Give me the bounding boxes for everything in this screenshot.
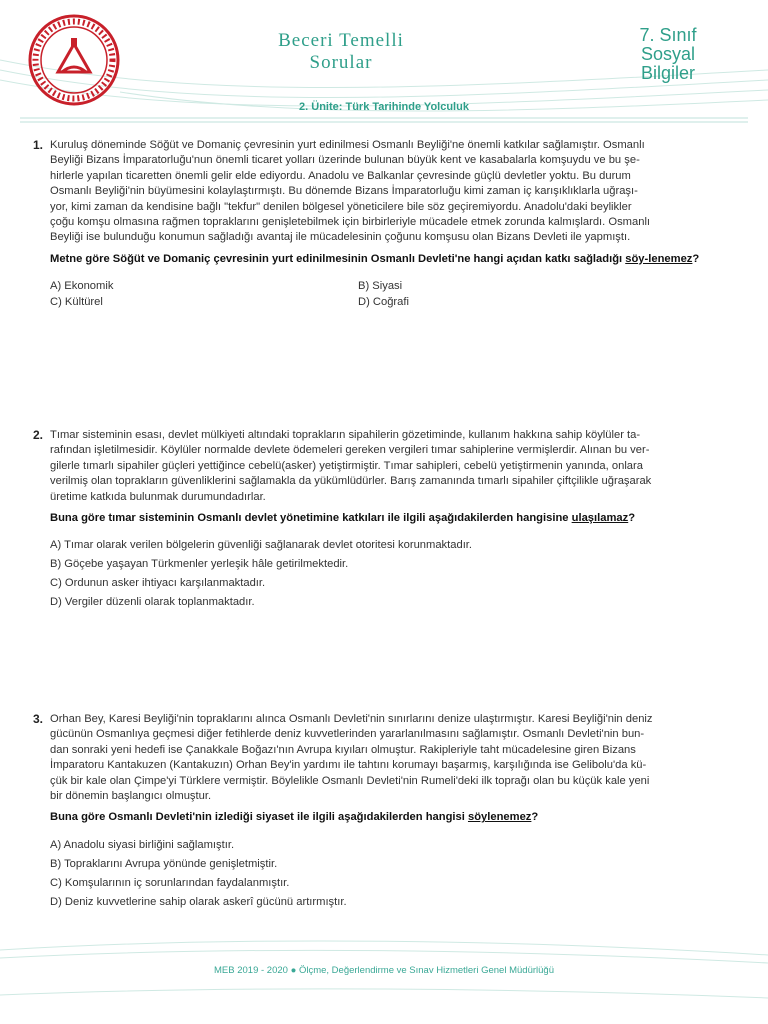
question-number: 3. bbox=[33, 712, 44, 726]
passage-line: dan sonraki yeni hedefi ise Çanakkale Boğazı'nın Avrupa kıyıları olmuştur. Rakipleriyle taht mücadelesine giren Bizans bbox=[50, 743, 636, 756]
stem-text: Metne göre Söğüt ve Domaniç çevresinin yurt edinilmesinin Osmanlı Devleti'ne hangi açıdan katkı sağladığı bbox=[50, 252, 626, 265]
passage-line: Osmanlı Beyliği'nin büyümesini kolaylaştırmıştı. Bu dönemde Bizans İmparatorluğu kimi zaman iç karışıklıklarla uğraşı- bbox=[50, 185, 638, 198]
grade-label: 7. Sınıf bbox=[639, 25, 697, 45]
question-passage bbox=[50, 428, 745, 505]
question-2 bbox=[33, 428, 745, 612]
passage-line: gücünün Osmanlıya geçmesi diğer fetihlerde deniz kuvvetlerinden yararlanılmasını sağlamıştır. Osmanlı Devleti'nin bun- bbox=[50, 728, 645, 741]
question-1 bbox=[33, 138, 745, 311]
passage-line: Tımar sisteminin esası, devlet mülkiyeti altındaki toprakların sipahilerin gözetiminde, kullanım hakkına sahip köylüler ta- bbox=[50, 429, 641, 441]
unit-title: 2. Ünite: Türk Tarihinde Yolculuk bbox=[299, 101, 469, 113]
answer-options bbox=[50, 279, 745, 311]
passage-line: gilerle tımarlı sipahiler güçleri yettiğince cebelü(asker) yetiştirmiştir. Tımar sahipleri, cebelü yetiştirmenin yanında, onlara bbox=[50, 459, 643, 472]
stem-end: ? bbox=[628, 512, 636, 525]
option-a[interactable]: A) Tımar olarak verilen bölgelerin güvenliği sağlanarak devlet otoritesi korunmaktadır. bbox=[50, 539, 473, 552]
stem-text: Buna göre Osmanlı Devleti'nin izlediği siyaset ile ilgili aşağıdakilerden hangisi bbox=[50, 811, 468, 824]
option-b[interactable]: B) Siyasi bbox=[358, 280, 403, 293]
option-b[interactable]: B) Göçebe yaşayan Türkmenler yerleşik hâle getirilmektedir. bbox=[50, 558, 349, 571]
passage-line: Kuruluş döneminde Söğüt ve Domaniç çevresinin yurt edinilmesi Osmanlı Beyliği'ne önemli katkılar sağlamıştır. Osmanlı bbox=[50, 139, 645, 151]
question-number: 2. bbox=[33, 428, 44, 442]
ministry-seal-logo bbox=[28, 14, 120, 106]
passage-line: rafından işletilmesidir. Köylüler normalde devlete ödemeleri gereken vergileri tımar sahiplerine vermişlerdir. Alınan bu ver- bbox=[50, 444, 650, 457]
stem-text: Buna göre tımar sisteminin Osmanlı devlet yönetimine katkıları ile ilgili aşağıdakilerden hangisine bbox=[50, 512, 572, 525]
answer-options bbox=[50, 536, 745, 612]
page-footer: MEB 2019 - 2020 ● Ölçme, Değerlendirme ve Sınav Hizmetleri Genel Müdürlüğü bbox=[214, 965, 554, 976]
question-stem bbox=[50, 511, 745, 526]
option-c[interactable]: C) Ordunun asker ihtiyacı karşılanmaktadır. bbox=[50, 577, 266, 590]
passage-line: çoğu komşu olmasına rağmen topraklarını genişletebilmek için birbirleriyle mücadele etmek zorunda kalmışlardı. Osmanlı bbox=[50, 216, 651, 229]
subject-line1: Sosyal bbox=[640, 44, 696, 64]
series-title-line2: Sorular bbox=[309, 52, 373, 73]
option-d[interactable]: D) Coğrafi bbox=[358, 296, 409, 309]
answer-options bbox=[50, 836, 745, 912]
question-stem bbox=[50, 252, 745, 267]
subject-line2: Bilgiler bbox=[640, 63, 696, 83]
passage-line: İmparatoru Kantakuzen (Kantakuzın) Orhan Bey'in yardımı ile tahtını korumayı başarmış, karşılığında ise Gelibolu'da kü- bbox=[50, 759, 647, 772]
option-a[interactable]: A) Ekonomik bbox=[50, 280, 114, 293]
question-3 bbox=[33, 712, 745, 912]
passage-line: bir dönemin başlangıcı olmuştur. bbox=[50, 790, 212, 803]
passage-line: Orhan Bey, Karesi Beyliği'nin topraklarını alınca Osmanlı Devleti'nin sınırlarını denize ulaştırmıştır. Karesi Beyliği'nin deniz bbox=[50, 713, 653, 725]
passage-line: Beyliği Bizans İmparatorluğu'nun önemli ticaret yolları üzerinde bulunan büyük kent ve kasabalarla komşuydu ve bu şe- bbox=[50, 154, 640, 167]
stem-underlined: söy-lenemez bbox=[625, 252, 693, 265]
passage-line: yor, kimi zaman da kendisine bağlı "tekfur" denilen bölgesel yöneticilere bile söz geçiremiyordu. Anadolu'daki beylikler bbox=[50, 200, 632, 213]
question-stem bbox=[50, 810, 745, 825]
option-b[interactable]: B) Topraklarını Avrupa yönünde genişletmiştir. bbox=[50, 857, 278, 870]
option-d[interactable]: D) Vergiler düzenli olarak toplanmaktadır. bbox=[50, 596, 255, 609]
grade-subject bbox=[618, 26, 718, 83]
series-title bbox=[266, 30, 416, 74]
option-d[interactable]: D) Deniz kuvvetlerine sahip olarak askerî gücünü artırmıştır. bbox=[50, 895, 347, 908]
stem-underlined: söylenemez bbox=[467, 811, 532, 824]
stem-underlined: ulaşılamaz bbox=[571, 512, 629, 525]
passage-line: hirlerle yapılan ticaretten önemli gelir elde ediyordu. Anadolu ve Balkanlar çevresinde güçlü devletler yoktu. Bu durum bbox=[50, 169, 631, 182]
passage-line: üretime katkıda bulunmak durumundadırlar. bbox=[50, 490, 266, 503]
question-number: 1. bbox=[33, 138, 44, 152]
series-title-line1: Beceri Temelli bbox=[278, 30, 404, 51]
stem-end: ? bbox=[531, 811, 539, 824]
question-passage bbox=[50, 712, 745, 804]
option-a[interactable]: A) Anadolu siyasi birliğini sağlamıştır. bbox=[50, 838, 235, 851]
stem-end: ? bbox=[692, 252, 700, 265]
passage-line: Beyliği ise bulunduğu konumun sağladığı avantaj ile mücadelesinin çoğunu komşusu olan Bizans Devleti ile yapmıştı. bbox=[50, 231, 631, 244]
option-c[interactable]: C) Komşularının iç sorunlarından faydalanmıştır. bbox=[50, 876, 290, 889]
question-passage bbox=[50, 138, 745, 246]
option-c[interactable]: C) Kültürel bbox=[50, 296, 103, 309]
passage-line: verilmiş olan toprakların güvenliklerini sağlamakla da yükümlüdürler. Barış zamanında tımarlı sipahiler çiftçilikle uğraşarak bbox=[50, 475, 652, 488]
passage-line: çük bir kale olan Çimpe'yi Türklere vermiştir. Böylelikle Osmanlı Devleti'nin Rumeli'deki ilk toprağı olan bu küçük kale yeni bbox=[50, 774, 650, 787]
